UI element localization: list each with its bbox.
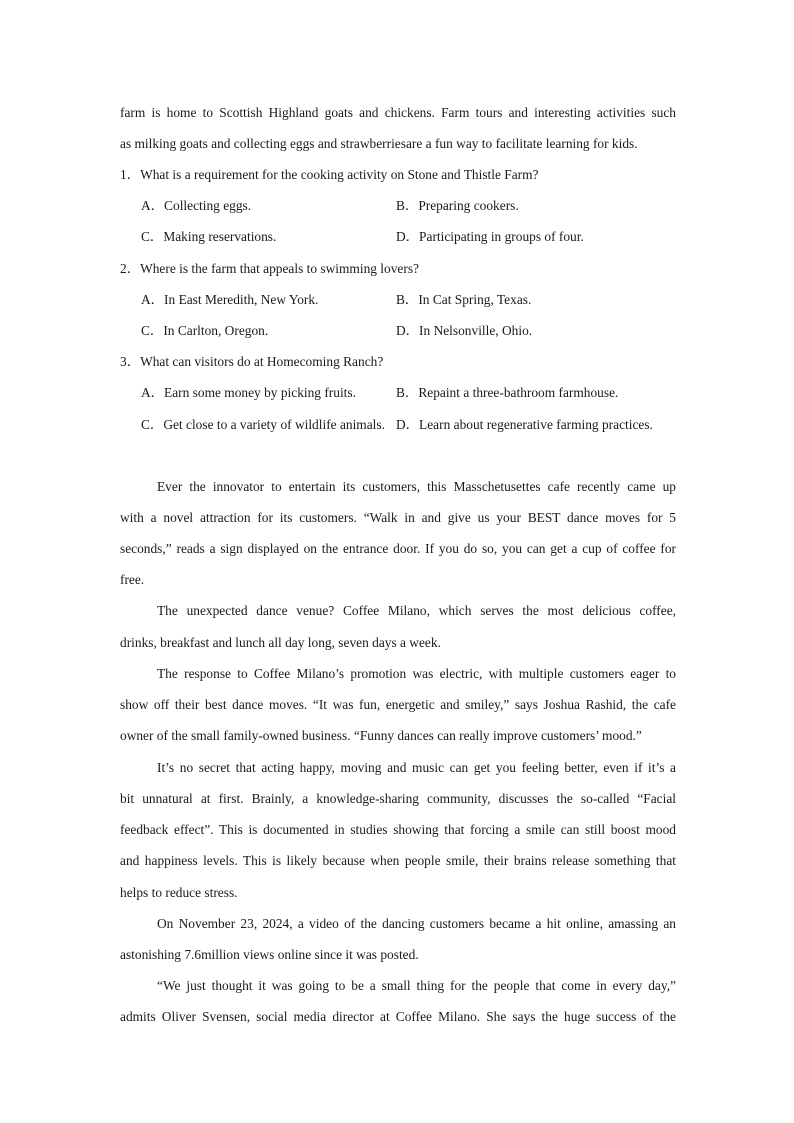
passage-line: show off their best dance moves. “It was fun, energetic and smiley,” says Joshua Rashid, the cafe <box>120 697 676 712</box>
question-1-option-d: D．Participating in groups of four. <box>396 229 584 244</box>
passage-line: feedback effect”. This is documented in studies showing that forcing a smile can still boost mood <box>120 822 676 837</box>
question-3-option-c: C．Get close to a variety of wildlife animals. <box>141 417 385 432</box>
intro-line-1: farm is home to Scottish Highland goats and chickens. Farm tours and interesting activities such <box>120 105 676 120</box>
passage-line: Ever the innovator to entertain its customers, this Masschetusettes cafe recently came up <box>157 479 676 494</box>
question-1-option-b: B．Preparing cookers. <box>396 198 519 213</box>
passage-line: bit unnatural at first. Brainly, a knowledge-sharing community, discusses the so-called “Facial <box>120 791 676 806</box>
passage-line: It’s no secret that acting happy, moving and music can get you feeling better, even if it’s a <box>157 760 676 775</box>
passage-line: seconds,” reads a sign displayed on the entrance door. If you do so, you can get a cup of coffee for <box>120 541 676 556</box>
question-3-option-d: D．Learn about regenerative farming practices. <box>396 417 653 432</box>
question-2-stem: 2．Where is the farm that appeals to swimming lovers? <box>120 261 419 276</box>
passage-line: “We just thought it was going to be a small thing for the people that come in every day,” <box>157 978 676 993</box>
passage-line: On November 23, 2024, a video of the dancing customers became a hit online, amassing an <box>157 916 676 931</box>
passage-line: The response to Coffee Milano’s promotion was electric, with multiple customers eager to <box>157 666 676 681</box>
passage-line: owner of the small family-owned business. “Funny dances can really improve customers’ mood.” <box>120 728 642 743</box>
question-1-stem: 1．What is a requirement for the cooking activity on Stone and Thistle Farm? <box>120 167 539 182</box>
question-1-option-a: A．Collecting eggs. <box>141 198 252 213</box>
passage-line: and happiness levels. This is likely because when people smile, their brains release something that <box>120 853 676 868</box>
question-1-option-c: C．Making reservations. <box>141 229 277 244</box>
passage-line: with a novel attraction for its customers. “Walk in and give us your BEST dance moves for 5 <box>120 510 676 525</box>
passage-line: free. <box>120 572 145 587</box>
passage-line: admits Oliver Svensen, social media director at Coffee Milano. She says the huge success of the <box>120 1009 676 1024</box>
question-2-option-a: A．In East Meredith, New York. <box>141 292 319 307</box>
passage-line: drinks, breakfast and lunch all day long, seven days a week. <box>120 635 441 650</box>
passage-line: The unexpected dance venue? Coffee Milano, which serves the most delicious coffee, <box>157 603 676 618</box>
intro-line-2: as milking goats and collecting eggs and strawberriesare a fun way to facilitate learning for kids. <box>120 136 638 151</box>
passage-line: helps to reduce stress. <box>120 885 238 900</box>
question-3-option-b: B．Repaint a three-bathroom farmhouse. <box>396 385 619 400</box>
question-2-option-c: C．In Carlton, Oregon. <box>141 323 269 338</box>
question-2-option-b: B．In Cat Spring, Texas. <box>396 292 532 307</box>
passage-line: astonishing 7.6million views online since it was posted. <box>120 947 419 962</box>
question-2-option-d: D．In Nelsonville, Ohio. <box>396 323 533 338</box>
question-3-stem: 3．What can visitors do at Homecoming Ranch? <box>120 354 384 369</box>
question-3-option-a: A．Earn some money by picking fruits. <box>141 385 356 400</box>
